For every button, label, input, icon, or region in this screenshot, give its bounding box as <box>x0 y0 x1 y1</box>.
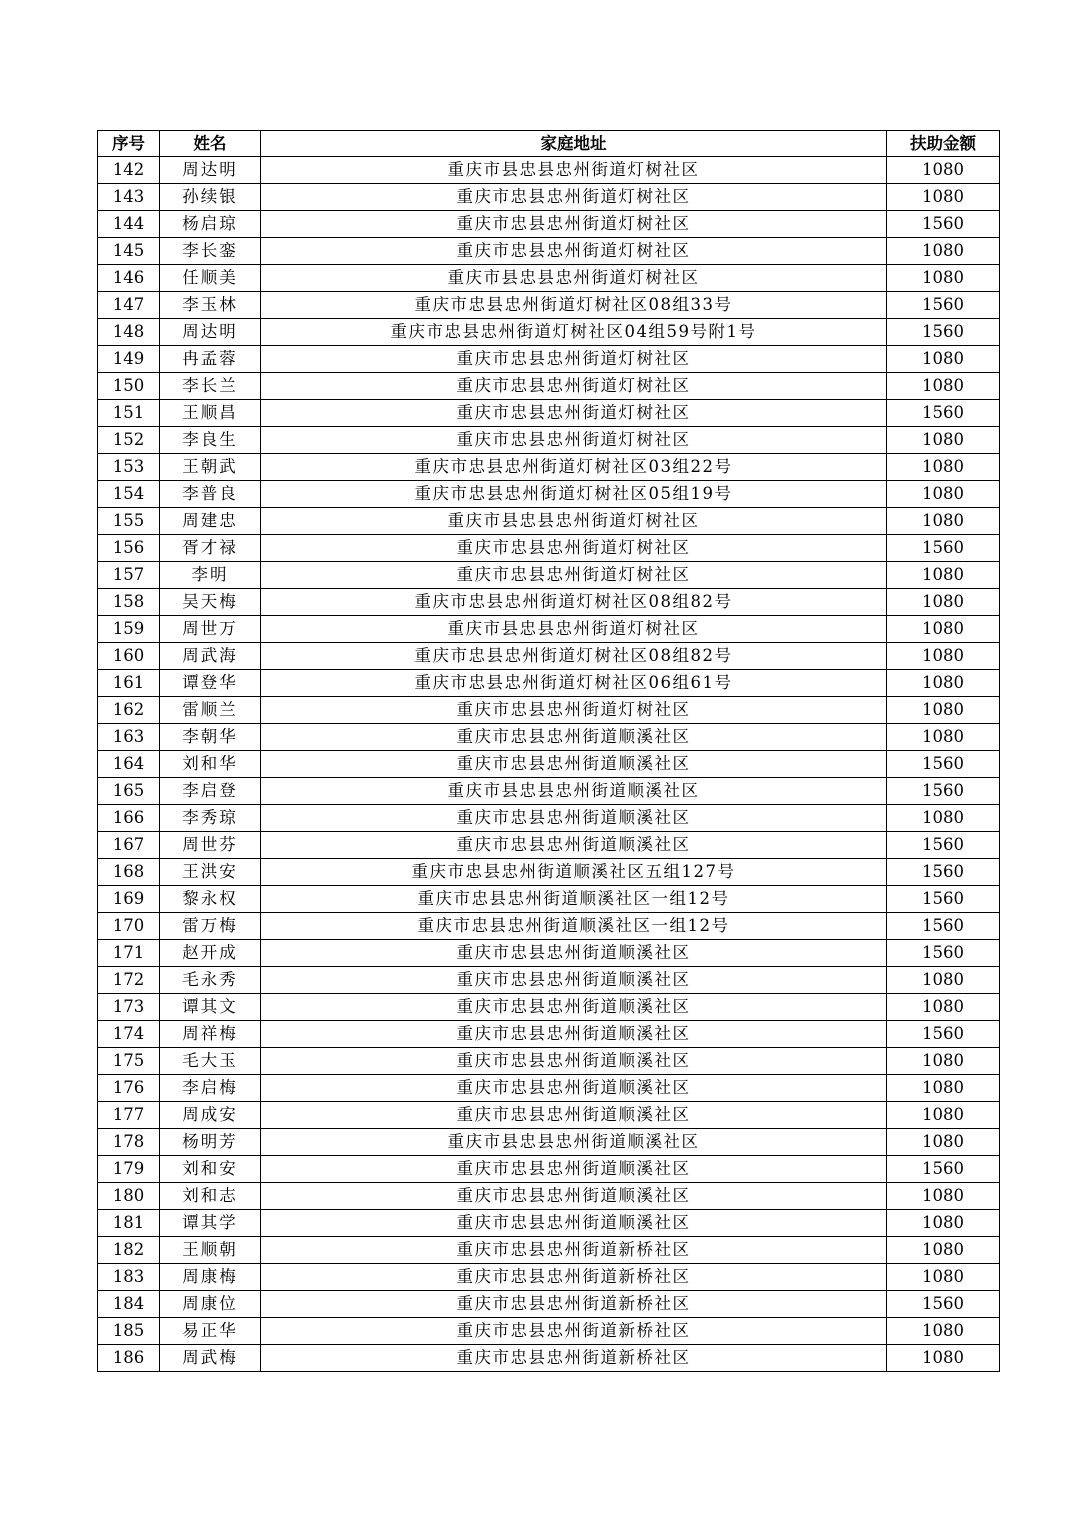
row-index: 149 <box>98 346 160 373</box>
row-name: 孙续银 <box>160 184 261 211</box>
table-row <box>98 400 1000 427</box>
row-index: 186 <box>98 1345 160 1372</box>
row-amount: 1560 <box>887 913 1000 940</box>
row-index: 151 <box>98 400 160 427</box>
row-amount: 1080 <box>887 1264 1000 1291</box>
row-name: 毛永秀 <box>160 967 261 994</box>
row-address: 重庆市忠县忠州街道顺溪社区 <box>261 940 887 967</box>
row-index: 174 <box>98 1021 160 1048</box>
row-amount: 1080 <box>887 967 1000 994</box>
row-name: 赵开成 <box>160 940 261 967</box>
row-address: 重庆市县忠县忠州街道灯树社区 <box>261 508 887 535</box>
row-name: 周康梅 <box>160 1264 261 1291</box>
row-index: 184 <box>98 1291 160 1318</box>
row-amount: 1080 <box>887 184 1000 211</box>
row-address: 重庆市忠县忠州街道顺溪社区一组12号 <box>261 886 887 913</box>
row-address: 重庆市忠县忠州街道顺溪社区 <box>261 1048 887 1075</box>
row-amount: 1080 <box>887 643 1000 670</box>
row-address: 重庆市忠县忠州街道灯树社区 <box>261 211 887 238</box>
header-address: 家庭地址 <box>261 131 887 157</box>
row-address: 重庆市忠县忠州街道新桥社区 <box>261 1264 887 1291</box>
table-row <box>98 157 1000 184</box>
row-amount: 1560 <box>887 859 1000 886</box>
row-index: 157 <box>98 562 160 589</box>
row-address: 重庆市忠县忠州街道顺溪社区 <box>261 1075 887 1102</box>
row-amount: 1080 <box>887 265 1000 292</box>
table-body <box>98 157 1000 1372</box>
row-name: 周祥梅 <box>160 1021 261 1048</box>
row-index: 185 <box>98 1318 160 1345</box>
row-amount: 1560 <box>887 1021 1000 1048</box>
row-amount: 1080 <box>887 481 1000 508</box>
table-row <box>98 1156 1000 1183</box>
row-amount: 1560 <box>887 778 1000 805</box>
row-address: 重庆市忠县忠州街道灯树社区06组61号 <box>261 670 887 697</box>
table-row <box>98 1264 1000 1291</box>
row-index: 155 <box>98 508 160 535</box>
row-index: 147 <box>98 292 160 319</box>
row-address: 重庆市忠县忠州街道灯树社区 <box>261 562 887 589</box>
table-row <box>98 508 1000 535</box>
table-row <box>98 1075 1000 1102</box>
row-name: 刘和志 <box>160 1183 261 1210</box>
row-index: 181 <box>98 1210 160 1237</box>
row-amount: 1080 <box>887 724 1000 751</box>
row-index: 158 <box>98 589 160 616</box>
row-amount: 1560 <box>887 319 1000 346</box>
table-row <box>98 832 1000 859</box>
row-name: 李普良 <box>160 481 261 508</box>
row-index: 146 <box>98 265 160 292</box>
row-amount: 1080 <box>887 157 1000 184</box>
row-name: 刘和华 <box>160 751 261 778</box>
row-amount: 1560 <box>887 886 1000 913</box>
table-row <box>98 940 1000 967</box>
row-amount: 1080 <box>887 373 1000 400</box>
table-row <box>98 427 1000 454</box>
row-name: 周世芬 <box>160 832 261 859</box>
row-index: 168 <box>98 859 160 886</box>
row-address: 重庆市忠县忠州街道灯树社区 <box>261 400 887 427</box>
row-index: 148 <box>98 319 160 346</box>
table-row <box>98 1183 1000 1210</box>
row-address: 重庆市县忠县忠州街道灯树社区 <box>261 616 887 643</box>
row-amount: 1080 <box>887 670 1000 697</box>
row-name: 王朝武 <box>160 454 261 481</box>
table-row <box>98 535 1000 562</box>
row-address: 重庆市忠县忠州街道新桥社区 <box>261 1237 887 1264</box>
table-row <box>98 238 1000 265</box>
row-name: 杨启琼 <box>160 211 261 238</box>
table-row <box>98 1318 1000 1345</box>
row-address: 重庆市忠县忠州街道灯树社区03组22号 <box>261 454 887 481</box>
table-row <box>98 1210 1000 1237</box>
subsidy-table <box>97 130 1000 1372</box>
row-amount: 1080 <box>887 454 1000 481</box>
row-address: 重庆市忠县忠州街道灯树社区 <box>261 697 887 724</box>
row-name: 谭其学 <box>160 1210 261 1237</box>
row-index: 177 <box>98 1102 160 1129</box>
row-amount: 1560 <box>887 400 1000 427</box>
row-address: 重庆市忠县忠州街道顺溪社区 <box>261 1021 887 1048</box>
row-index: 182 <box>98 1237 160 1264</box>
row-amount: 1560 <box>887 832 1000 859</box>
table-row <box>98 319 1000 346</box>
row-address: 重庆市忠县忠州街道顺溪社区 <box>261 724 887 751</box>
row-amount: 1080 <box>887 805 1000 832</box>
row-name: 周达明 <box>160 157 261 184</box>
row-amount: 1080 <box>887 427 1000 454</box>
table-row <box>98 184 1000 211</box>
row-name: 王洪安 <box>160 859 261 886</box>
row-address: 重庆市忠县忠州街道顺溪社区五组127号 <box>261 859 887 886</box>
row-index: 159 <box>98 616 160 643</box>
row-address: 重庆市忠县忠州街道灯树社区08组82号 <box>261 589 887 616</box>
row-address: 重庆市忠县忠州街道灯树社区 <box>261 238 887 265</box>
table-row <box>98 265 1000 292</box>
row-amount: 1080 <box>887 508 1000 535</box>
row-name: 胥才禄 <box>160 535 261 562</box>
row-amount: 1080 <box>887 1048 1000 1075</box>
row-address: 重庆市县忠县忠州街道顺溪社区 <box>261 1129 887 1156</box>
row-amount: 1080 <box>887 1318 1000 1345</box>
row-index: 152 <box>98 427 160 454</box>
row-amount: 1560 <box>887 751 1000 778</box>
table-row <box>98 292 1000 319</box>
row-index: 180 <box>98 1183 160 1210</box>
row-index: 173 <box>98 994 160 1021</box>
row-address: 重庆市忠县忠州街道灯树社区 <box>261 346 887 373</box>
row-address: 重庆市忠县忠州街道灯树社区 <box>261 184 887 211</box>
table-row <box>98 670 1000 697</box>
row-index: 162 <box>98 697 160 724</box>
row-name: 李明 <box>160 562 261 589</box>
row-amount: 1080 <box>887 238 1000 265</box>
row-name: 王顺朝 <box>160 1237 261 1264</box>
row-amount: 1080 <box>887 346 1000 373</box>
row-name: 周世万 <box>160 616 261 643</box>
row-amount: 1080 <box>887 616 1000 643</box>
row-name: 李长銮 <box>160 238 261 265</box>
row-index: 164 <box>98 751 160 778</box>
row-index: 150 <box>98 373 160 400</box>
row-amount: 1080 <box>887 1183 1000 1210</box>
row-amount: 1560 <box>887 1291 1000 1318</box>
row-index: 143 <box>98 184 160 211</box>
row-index: 163 <box>98 724 160 751</box>
row-index: 171 <box>98 940 160 967</box>
row-index: 161 <box>98 670 160 697</box>
row-amount: 1080 <box>887 1237 1000 1264</box>
row-address: 重庆市忠县忠州街道新桥社区 <box>261 1291 887 1318</box>
row-amount: 1080 <box>887 697 1000 724</box>
table-row <box>98 1237 1000 1264</box>
row-address: 重庆市忠县忠州街道顺溪社区 <box>261 1156 887 1183</box>
row-address: 重庆市忠县忠州街道灯树社区08组82号 <box>261 643 887 670</box>
table-row <box>98 643 1000 670</box>
row-address: 重庆市忠县忠州街道顺溪社区 <box>261 1183 887 1210</box>
table-row <box>98 1021 1000 1048</box>
row-address: 重庆市县忠县忠州街道灯树社区 <box>261 157 887 184</box>
row-name: 谭登华 <box>160 670 261 697</box>
row-address: 重庆市忠县忠州街道顺溪社区 <box>261 805 887 832</box>
table-row <box>98 724 1000 751</box>
row-name: 刘和安 <box>160 1156 261 1183</box>
row-name: 黎永权 <box>160 886 261 913</box>
row-index: 169 <box>98 886 160 913</box>
table-row <box>98 481 1000 508</box>
row-name: 杨明芳 <box>160 1129 261 1156</box>
row-address: 重庆市忠县忠州街道顺溪社区 <box>261 751 887 778</box>
row-amount: 1080 <box>887 1129 1000 1156</box>
row-index: 153 <box>98 454 160 481</box>
row-address: 重庆市忠县忠州街道顺溪社区一组12号 <box>261 913 887 940</box>
row-address: 重庆市忠县忠州街道灯树社区08组33号 <box>261 292 887 319</box>
row-name: 周建忠 <box>160 508 261 535</box>
row-address: 重庆市忠县忠州街道顺溪社区 <box>261 967 887 994</box>
table-row <box>98 697 1000 724</box>
row-index: 165 <box>98 778 160 805</box>
row-index: 160 <box>98 643 160 670</box>
row-name: 任顺美 <box>160 265 261 292</box>
table-row <box>98 1048 1000 1075</box>
table-row <box>98 1345 1000 1372</box>
row-amount: 1560 <box>887 940 1000 967</box>
table-row <box>98 454 1000 481</box>
row-name: 李长兰 <box>160 373 261 400</box>
row-index: 166 <box>98 805 160 832</box>
table-row <box>98 1129 1000 1156</box>
row-address: 重庆市忠县忠州街道灯树社区 <box>261 373 887 400</box>
row-amount: 1560 <box>887 211 1000 238</box>
row-amount: 1560 <box>887 1156 1000 1183</box>
table-row <box>98 913 1000 940</box>
row-index: 170 <box>98 913 160 940</box>
row-name: 周武梅 <box>160 1345 261 1372</box>
row-address: 重庆市县忠县忠州街道灯树社区 <box>261 265 887 292</box>
row-index: 167 <box>98 832 160 859</box>
table-row <box>98 994 1000 1021</box>
table-row <box>98 967 1000 994</box>
row-name: 吴天梅 <box>160 589 261 616</box>
row-amount: 1080 <box>887 1210 1000 1237</box>
row-amount: 1080 <box>887 1345 1000 1372</box>
table-row <box>98 562 1000 589</box>
row-address: 重庆市忠县忠州街道顺溪社区 <box>261 1210 887 1237</box>
row-name: 王顺昌 <box>160 400 261 427</box>
table-row <box>98 373 1000 400</box>
row-name: 周康位 <box>160 1291 261 1318</box>
row-index: 179 <box>98 1156 160 1183</box>
row-amount: 1080 <box>887 1075 1000 1102</box>
table-row <box>98 589 1000 616</box>
row-name: 周武海 <box>160 643 261 670</box>
row-name: 李朝华 <box>160 724 261 751</box>
row-address: 重庆市忠县忠州街道灯树社区04组59号附1号 <box>261 319 887 346</box>
header-index: 序号 <box>98 131 160 157</box>
table-row <box>98 751 1000 778</box>
row-name: 雷顺兰 <box>160 697 261 724</box>
row-index: 142 <box>98 157 160 184</box>
row-amount: 1080 <box>887 994 1000 1021</box>
row-address: 重庆市忠县忠州街道顺溪社区 <box>261 832 887 859</box>
row-address: 重庆市忠县忠州街道灯树社区05组19号 <box>261 481 887 508</box>
row-address: 重庆市忠县忠州街道顺溪社区 <box>261 1102 887 1129</box>
row-name: 雷万梅 <box>160 913 261 940</box>
table-header-row <box>98 131 1000 157</box>
table-row <box>98 346 1000 373</box>
row-index: 183 <box>98 1264 160 1291</box>
row-name: 谭其文 <box>160 994 261 1021</box>
row-index: 175 <box>98 1048 160 1075</box>
row-name: 李玉林 <box>160 292 261 319</box>
row-index: 144 <box>98 211 160 238</box>
row-amount: 1560 <box>887 535 1000 562</box>
row-name: 冉孟蓉 <box>160 346 261 373</box>
header-amount: 扶助金额 <box>887 131 1000 157</box>
row-index: 178 <box>98 1129 160 1156</box>
row-address: 重庆市忠县忠州街道灯树社区 <box>261 535 887 562</box>
row-amount: 1080 <box>887 589 1000 616</box>
row-name: 易正华 <box>160 1318 261 1345</box>
row-address: 重庆市忠县忠州街道新桥社区 <box>261 1345 887 1372</box>
row-address: 重庆市忠县忠州街道灯树社区 <box>261 427 887 454</box>
row-name: 李启登 <box>160 778 261 805</box>
table-row <box>98 1291 1000 1318</box>
row-index: 145 <box>98 238 160 265</box>
row-name: 毛大玉 <box>160 1048 261 1075</box>
table-row <box>98 1102 1000 1129</box>
row-name: 李启梅 <box>160 1075 261 1102</box>
row-index: 156 <box>98 535 160 562</box>
table-row <box>98 859 1000 886</box>
row-index: 172 <box>98 967 160 994</box>
header-name: 姓名 <box>160 131 261 157</box>
table-row <box>98 805 1000 832</box>
row-amount: 1080 <box>887 1102 1000 1129</box>
row-amount: 1080 <box>887 562 1000 589</box>
table-row <box>98 886 1000 913</box>
row-address: 重庆市县忠县忠州街道顺溪社区 <box>261 778 887 805</box>
row-index: 154 <box>98 481 160 508</box>
row-index: 176 <box>98 1075 160 1102</box>
row-name: 李良生 <box>160 427 261 454</box>
row-name: 周成安 <box>160 1102 261 1129</box>
table-row <box>98 616 1000 643</box>
row-name: 周达明 <box>160 319 261 346</box>
table-row <box>98 778 1000 805</box>
table-row <box>98 211 1000 238</box>
row-address: 重庆市忠县忠州街道新桥社区 <box>261 1318 887 1345</box>
row-amount: 1560 <box>887 292 1000 319</box>
row-address: 重庆市忠县忠州街道顺溪社区 <box>261 994 887 1021</box>
row-name: 李秀琼 <box>160 805 261 832</box>
